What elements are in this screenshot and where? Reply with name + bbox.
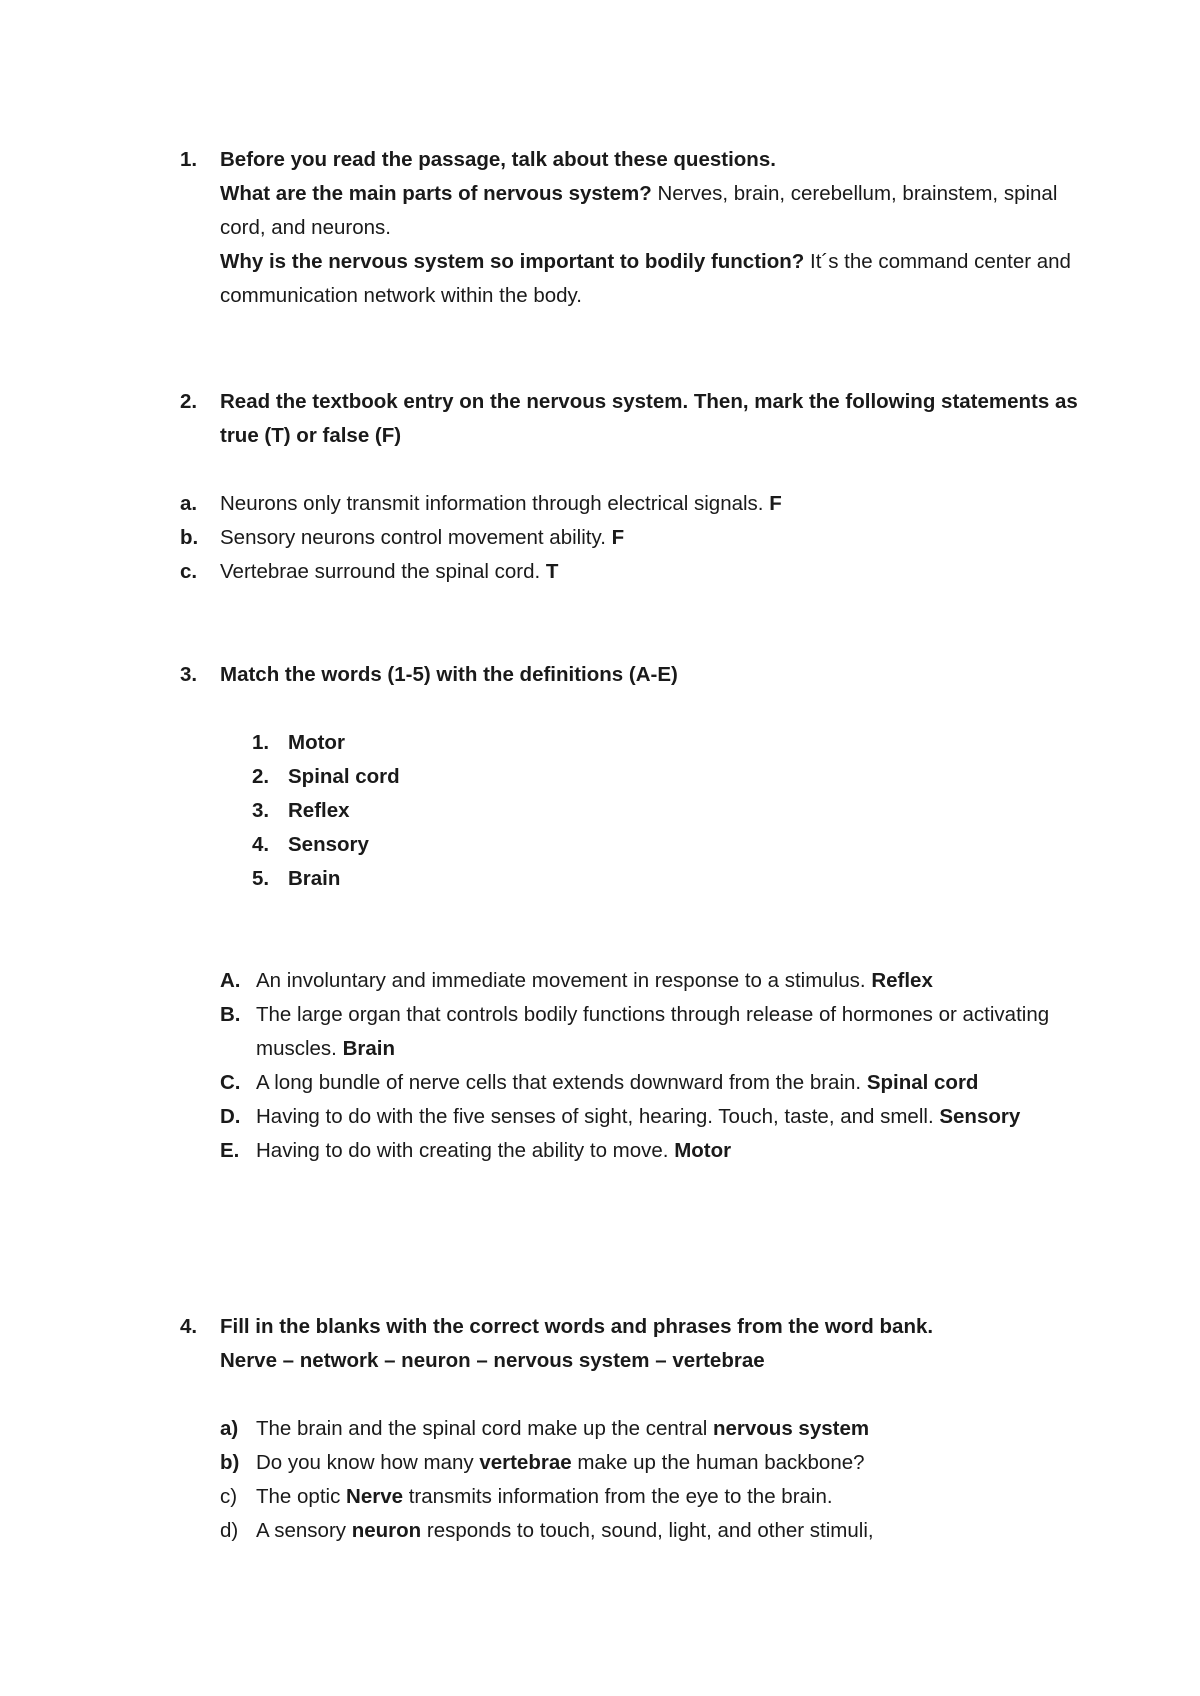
question-1-qa-1-answer: Nerves, brain, cerebellum, brainstem, spinal cord, and neurons.: [220, 182, 1058, 239]
statement-a: [180, 487, 1080, 521]
question-3-prompt: Match the words (1-5) with the definitions (A-E): [220, 663, 678, 686]
fill-item-c-label: c): [220, 1485, 238, 1508]
match-word-1: [252, 726, 1152, 760]
definition-list: [220, 964, 1070, 1168]
definition-c: [220, 1066, 1070, 1100]
word-bank: Nerve – network – neuron – nervous system – vertebrae: [220, 1349, 765, 1372]
question-1: [180, 143, 1080, 313]
question-4-prompt: Fill in the blanks with the correct words and phrases from the word bank.: [220, 1315, 934, 1338]
fill-item-d: [220, 1514, 1070, 1548]
fill-item-c-after: transmits information from the eye to the brain.: [403, 1485, 833, 1508]
definition-b-answer: Brain: [342, 1037, 395, 1060]
statement-c-answer: T: [545, 560, 559, 583]
question-1-prompt: Before you read the passage, talk about these questions.: [220, 148, 776, 171]
question-3-number: 3.: [180, 663, 198, 686]
fill-item-d-label: d): [220, 1519, 239, 1542]
definition-b-text: The large organ that controls bodily functions through release of hormones or activating muscles.: [256, 1003, 1050, 1060]
fill-item-c-before: The optic: [256, 1485, 347, 1508]
fill-item-b-answer: vertebrae: [479, 1451, 572, 1474]
fill-item-d-before: A sensory: [256, 1519, 352, 1542]
definition-d-label: D.: [220, 1105, 241, 1128]
statement-c-text: Vertebrae surround the spinal cord.: [220, 560, 546, 583]
fill-item-b-after: make up the human backbone?: [571, 1451, 865, 1474]
definition-a-label: A.: [220, 969, 241, 992]
question-1-number: 1.: [180, 148, 198, 171]
definition-e-answer: Motor: [674, 1139, 732, 1162]
definition-d: [220, 1100, 1070, 1134]
fill-item-d-answer: neuron: [351, 1519, 422, 1542]
question-4-number: 4.: [180, 1315, 198, 1338]
definition-e: [220, 1134, 1070, 1168]
fill-item-b-before: Do you know how many: [256, 1451, 480, 1474]
match-word-3-text: Reflex: [288, 799, 350, 822]
definition-c-text: A long bundle of nerve cells that extends downward from the brain.: [256, 1071, 867, 1094]
match-word-5-number: 5.: [252, 867, 270, 890]
question-2-number: 2.: [180, 390, 198, 413]
definition-a: [220, 964, 1070, 998]
question-1-qa-1-question: What are the main parts of nervous system?: [220, 182, 652, 205]
question-1-qa-2-answer: It´s the command center and communication network within the body.: [220, 250, 1071, 307]
definition-c-label: C.: [220, 1071, 241, 1094]
definition-b: [220, 998, 1070, 1066]
match-word-4-number: 4.: [252, 833, 270, 856]
definition-d-answer: Sensory: [939, 1105, 1021, 1128]
statement-a-label: a.: [180, 492, 198, 515]
definition-e-text: Having to do with creating the ability to move.: [256, 1139, 675, 1162]
definition-b-label: B.: [220, 1003, 241, 1026]
question-1-qa-1: [220, 177, 1080, 245]
statement-c: [180, 555, 1080, 589]
statement-a-text: Neurons only transmit information through electrical signals.: [220, 492, 770, 515]
match-word-5-text: Brain: [288, 867, 341, 890]
statement-b-label: b.: [180, 526, 199, 549]
definition-e-label: E.: [220, 1139, 240, 1162]
fill-item-a: [220, 1412, 1070, 1446]
fill-item-b: [220, 1446, 1070, 1480]
fill-item-a-before: The brain and the spinal cord make up the central: [256, 1417, 713, 1440]
fill-item-a-label: a): [220, 1417, 239, 1440]
definition-a-text: An involuntary and immediate movement in response to a stimulus.: [256, 969, 872, 992]
match-word-2-text: Spinal cord: [288, 765, 400, 788]
fill-in-list: [220, 1412, 1070, 1548]
definition-d-text: Having to do with the five senses of sight, hearing. Touch, taste, and smell.: [256, 1105, 940, 1128]
statement-b-text: Sensory neurons control movement ability.: [220, 526, 612, 549]
statement-c-label: c.: [180, 560, 198, 583]
match-word-4: [252, 828, 1152, 862]
fill-item-c-answer: Nerve: [346, 1485, 404, 1508]
definition-c-answer: Spinal cord: [866, 1071, 979, 1094]
fill-item-d-after: responds to touch, sound, light, and other stimuli,: [421, 1519, 874, 1542]
match-word-2-number: 2.: [252, 765, 270, 788]
question-4: [180, 1310, 1080, 1548]
definition-a-answer: Reflex: [871, 969, 933, 992]
match-word-2: [252, 760, 1152, 794]
question-2-prompt: Read the textbook entry on the nervous system. Then, mark the following statements as true (T) or false (F): [220, 390, 1078, 447]
match-word-1-number: 1.: [252, 731, 270, 754]
statement-a-answer: F: [769, 492, 782, 515]
question-1-qa-2-question: Why is the nervous system so important to bodily function?: [220, 250, 805, 273]
statement-b: [180, 521, 1080, 555]
question-2: [180, 385, 1080, 589]
fill-item-b-label: b): [220, 1451, 240, 1474]
match-word-5: [252, 862, 1152, 896]
question-1-qa-2: [220, 245, 1080, 313]
match-word-list: [252, 726, 1152, 896]
fill-item-a-answer: nervous system: [712, 1417, 870, 1440]
question-3: [180, 658, 1080, 1168]
match-word-3-number: 3.: [252, 799, 270, 822]
match-word-3: [252, 794, 1152, 828]
match-word-1-text: Motor: [288, 731, 345, 754]
statement-b-answer: F: [611, 526, 625, 549]
match-word-4-text: Sensory: [288, 833, 369, 856]
fill-item-c: [220, 1480, 1070, 1514]
